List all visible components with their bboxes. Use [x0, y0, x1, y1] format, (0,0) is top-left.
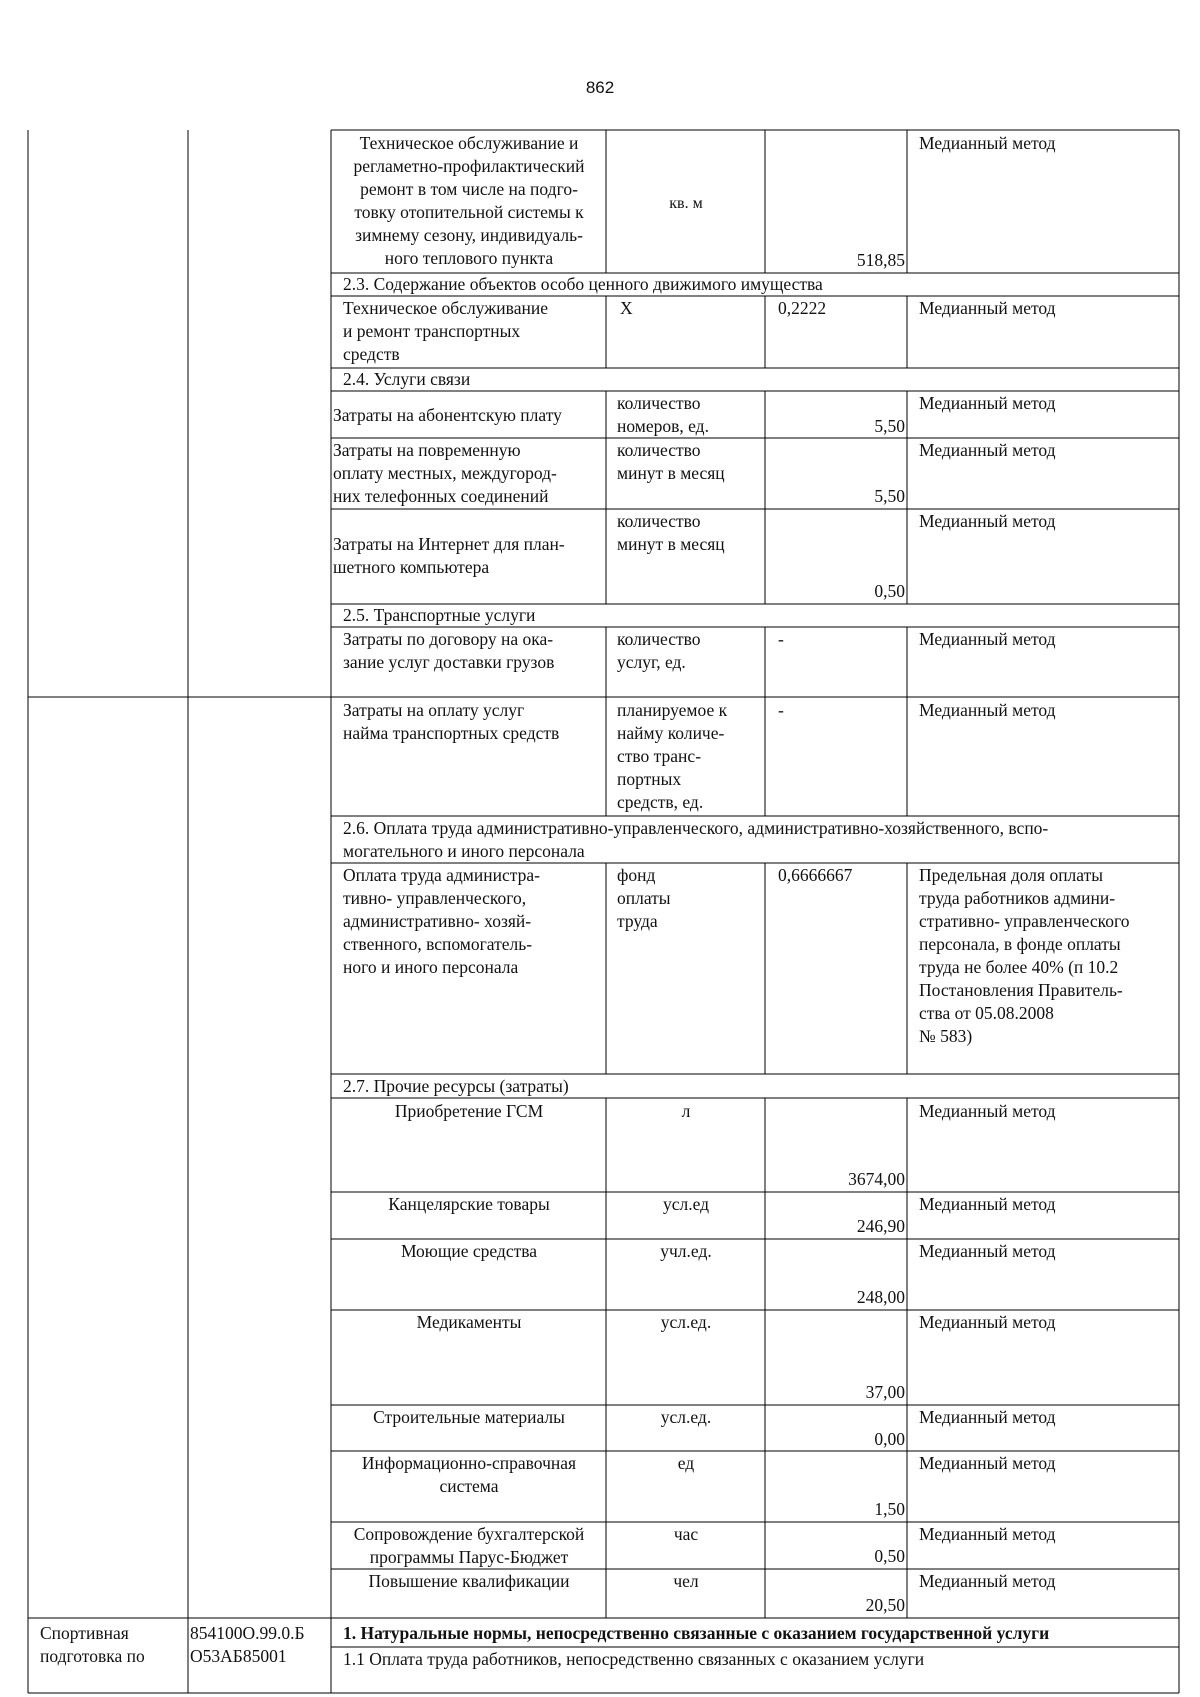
- row-8-value: -: [778, 629, 784, 649]
- row-17-name: Строительные материалы: [373, 1407, 565, 1427]
- row-9-method: Медианный метод: [919, 700, 1056, 720]
- section-2-7: 2.7. Прочие ресурсы (затраты): [343, 1076, 569, 1096]
- row-18-unit: ед: [677, 1453, 695, 1473]
- row-4-name: Затраты на абонентскую плату: [333, 405, 562, 425]
- row-6-unit: количество минут в месяц: [617, 511, 725, 554]
- section-2-3: 2.3. Содержание объектов особо ценного движимого имущества: [343, 274, 823, 294]
- row-15-name: Моющие средства: [400, 1241, 538, 1261]
- row-15-value: 248,00: [856, 1287, 905, 1307]
- page-number: 862: [585, 78, 615, 97]
- row-11-unit: фонд оплаты труда: [617, 865, 671, 931]
- section-2-6: 2.6. Оплата труда административно-управленческого, административно-хозяйственного, вспо- могательного и иного персонала: [343, 818, 1049, 861]
- section-1-heading: 1. Натуральные нормы, непосредственно связанные с оказанием государственной услуги: [343, 1623, 1050, 1643]
- row-4-value: 5,50: [874, 416, 905, 436]
- row-14-value: 246,90: [856, 1216, 905, 1236]
- row-14-method: Медианный метод: [919, 1194, 1056, 1214]
- row-6-value: 0,50: [874, 581, 905, 601]
- row-17-unit: усл.ед.: [660, 1407, 712, 1427]
- row-9-unit: планируемое к найму количе- ство транс- портных средств, ед.: [617, 700, 728, 812]
- section-2-5: 2.5. Транспортные услуги: [343, 605, 536, 625]
- row-0-value: 518,85: [856, 250, 905, 270]
- row-2-name: Техническое обслуживание и ремонт транспортных средств: [343, 298, 548, 364]
- row-13-value: 3674,00: [848, 1169, 905, 1189]
- row-0-method: Медианный метод: [919, 133, 1056, 153]
- row-0-unit: кв. м: [669, 195, 703, 212]
- section-2-4: 2.4. Услуги связи: [343, 369, 471, 389]
- row-13-name: Приобретение ГСМ: [394, 1101, 544, 1121]
- row-14-name: Канцелярские товары: [388, 1194, 550, 1214]
- row-15-unit: учл.ед.: [660, 1241, 712, 1261]
- row-19-value: 0,50: [874, 1546, 905, 1566]
- row-6-name: Затраты на Интернет для план- шетного компьютера: [333, 534, 565, 577]
- row-5-value: 5,50: [874, 486, 905, 506]
- row-20-unit: чел: [673, 1571, 699, 1591]
- row-18-value: 1,50: [874, 1499, 905, 1519]
- row-19-unit: час: [673, 1524, 699, 1544]
- row-5-unit: количество минут в месяц: [617, 440, 725, 483]
- row-11-method: Предельная доля оплаты труда работников админи- стративно- управленческого персонала, в фонде оплаты труда не более 40% (п 10.2 Постановления Правитель- ства от 05.08.2008 № 583): [919, 865, 1130, 1046]
- row-20-method: Медианный метод: [919, 1571, 1056, 1591]
- row-11-value: 0,6666667: [778, 865, 853, 885]
- row-9-value: -: [778, 700, 784, 720]
- row-18-method: Медианный метод: [919, 1453, 1056, 1473]
- row-2-value: 0,2222: [778, 298, 827, 318]
- row-0-name: Техническое обслуживание и регламетно-профилактический ремонт в том числе на подго- товку отопительной системы к зимнему сезону, индивидуаль- ного теплового пункта: [353, 133, 585, 268]
- row-14-unit: усл.ед: [662, 1194, 710, 1214]
- row-16-name: Медикаменты: [416, 1312, 522, 1332]
- row-4-method: Медианный метод: [919, 393, 1056, 413]
- row-6-method: Медианный метод: [919, 511, 1056, 531]
- row-8-name: Затраты по договору на ока- зание услуг доставки грузов: [343, 629, 555, 672]
- service-name: Спортивная подготовка по: [40, 1623, 145, 1666]
- row-2-unit: Х: [620, 298, 633, 318]
- row-13-unit: л: [681, 1101, 691, 1121]
- row-2-method: Медианный метод: [919, 298, 1056, 318]
- section-1-1: 1.1 Оплата труда работников, непосредственно связанных с оказанием услуги: [343, 1649, 925, 1669]
- row-8-unit: количество услуг, ед.: [617, 629, 701, 672]
- row-4-unit: количество номеров, ед.: [617, 393, 709, 436]
- row-5-name: Затраты на повременную оплату местных, междугород- них телефонных соединений: [333, 440, 557, 506]
- row-8-method: Медианный метод: [919, 629, 1056, 649]
- row-17-value: 0,00: [874, 1429, 905, 1449]
- row-9-name: Затраты на оплату услуг найма транспортных средств: [343, 700, 560, 743]
- row-16-value: 37,00: [865, 1382, 905, 1402]
- row-16-method: Медианный метод: [919, 1312, 1056, 1332]
- row-20-value: 20,50: [865, 1595, 905, 1615]
- row-11-name: Оплата труда администра- тивно- управленческого, административно- хозяй- ственного, вспомогатель- ного и иного персонала: [343, 865, 540, 977]
- row-19-method: Медианный метод: [919, 1524, 1056, 1544]
- row-17-method: Медианный метод: [919, 1407, 1056, 1427]
- service-code: 854100О.99.0.Б О53АБ85001: [190, 1623, 305, 1666]
- row-13-method: Медианный метод: [919, 1101, 1056, 1121]
- row-19-name: Сопровождение бухгалтерской программы Парус-Бюджет: [353, 1524, 585, 1567]
- row-18-name: Информационно-справочная система: [361, 1453, 577, 1496]
- row-16-unit: усл.ед.: [660, 1312, 712, 1332]
- row-5-method: Медианный метод: [919, 440, 1056, 460]
- row-20-name: Повышение квалификации: [368, 1571, 570, 1591]
- row-15-method: Медианный метод: [919, 1241, 1056, 1261]
